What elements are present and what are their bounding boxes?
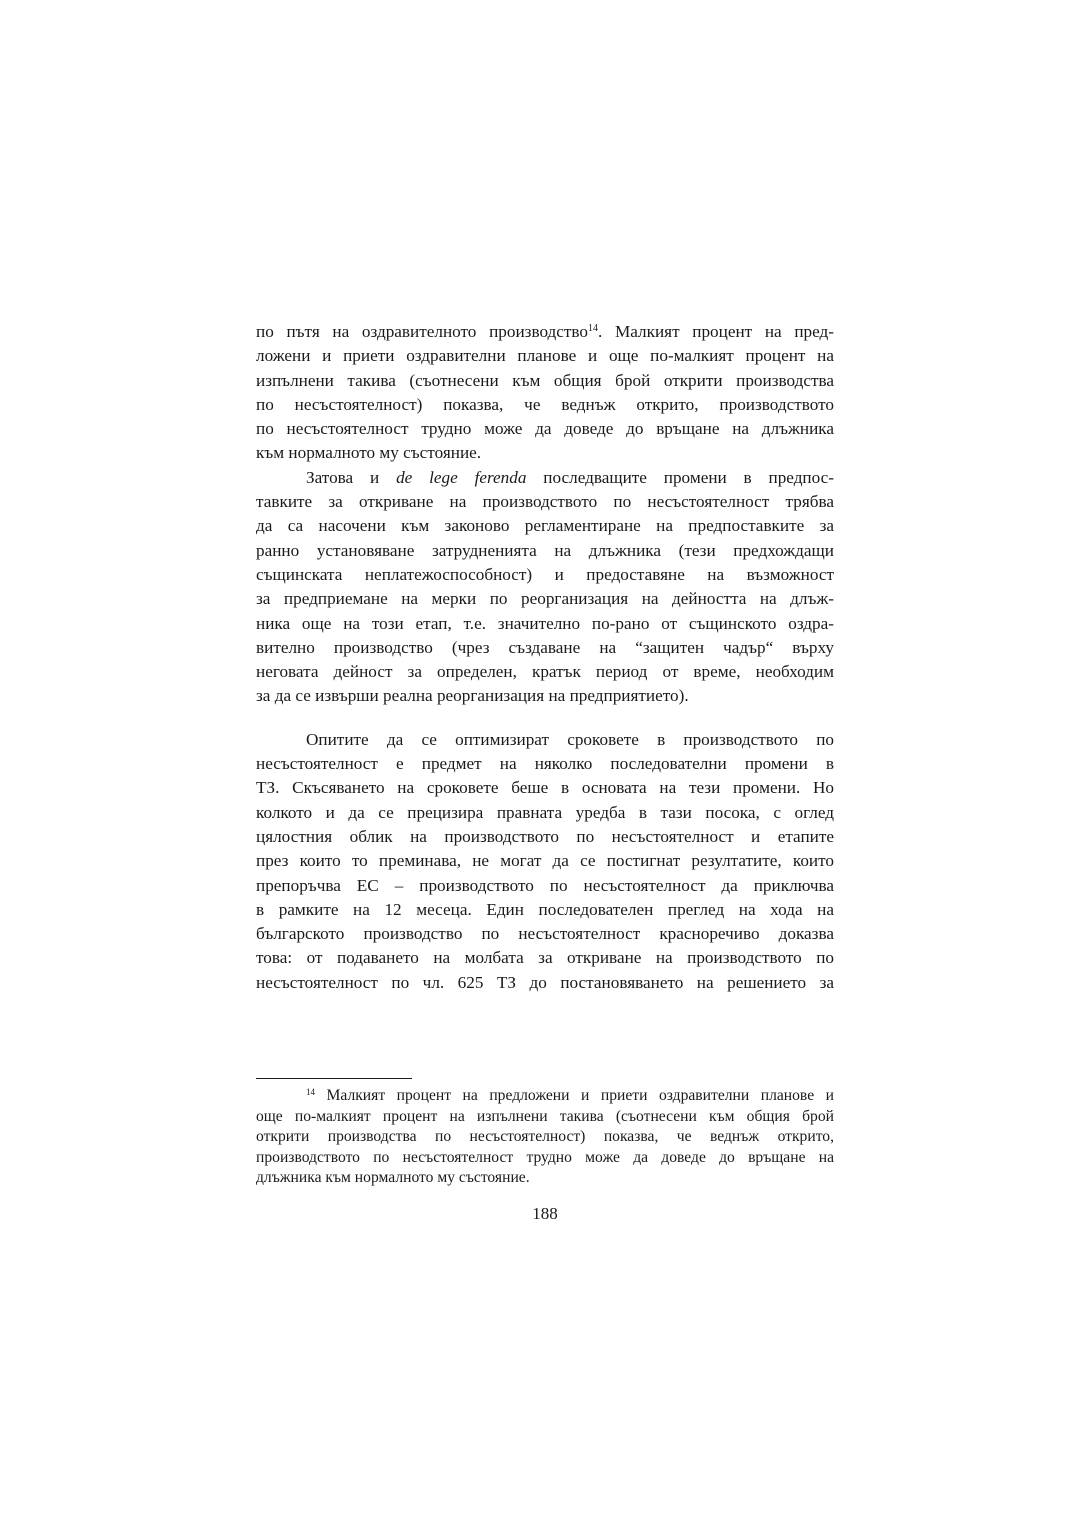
text-line: ложени и приети оздравителни планове и още по-малкият процент на [256,346,834,366]
footnote-marker: 14 [306,1087,315,1097]
text-line: несъстоятелност е предмет на няколко последователни промени в [256,754,834,774]
text-line: да са насочени към законово регламентиране на предпоставките за [256,516,834,536]
text-span: Затова и [306,467,397,487]
footnote-line: длъжника към нормалното му състояние. [256,1169,530,1186]
paragraph-2 [256,466,834,709]
text-line: Опитите да се оптимизират сроковете в производството по [306,729,834,749]
footnote-line: още по-малкият процент на изпълнени такива (съотнесени към общия брой [256,1107,834,1125]
text-line: изпълнени такива (съотнесени към общия брой открити производства [256,370,834,390]
text-line: по несъстоятелност) показва, че веднъж открито, производството [256,394,834,414]
text-line: същинската неплатежоспособност) и предоставяне на възможност [256,564,834,584]
text-line: в рамките на 12 месеца. Един последователен преглед на хода на [256,899,834,919]
text-span: последващите промени в предпос- [526,467,835,487]
text-line: колкото и да се прецизира правната уредба в тази посока, с оглед [256,802,834,822]
text-line: за предприемане на мерки по реорганизация на дейността на длъж- [256,589,834,609]
paragraph-1 [256,320,834,466]
latin-term: de lege ferenda [396,467,527,487]
text-span: по пътя на оздравителното производство [256,322,589,341]
text-line: препоръчва ЕС – производството по несъстоятелност да приключва [256,875,834,895]
text-span: . Малкият процент на пред- [598,322,835,341]
text-line [256,466,834,490]
text-line: през които то преминава, не могат да се постигнат резултатите, които [256,851,834,871]
text-line: неговата дейност за определен, кратък период от време, необходим [256,662,834,682]
text-line: това: от подаването на молбата за откриване на производството по [256,948,834,968]
text-line: ранно установяване затрудненията на длъжника (тези предхождащи [256,540,834,560]
text-line: несъстоятелност по чл. 625 ТЗ до постановяването на решението за [256,972,834,992]
page-number: 188 [532,1204,558,1223]
text-line: ТЗ. Скъсяването на сроковете беше в основата на тези промени. Но [256,778,834,798]
footnote-divider [256,1078,412,1079]
main-text [256,320,834,995]
text-span: Малкият процент на предложени и приети оздравителни планове и [315,1087,834,1104]
text-line: българското производство по несъстоятелност красноречиво доказва [256,924,834,944]
paragraph-3 [256,728,834,995]
text-line: ника още на този етап, т.е. значително по-рано от същинското оздра- [256,613,834,633]
footnote-line: производството по несъстоятелност трудно може да доведе до връщане на [256,1148,834,1166]
text-line: за да се извърши реална реорганизация на предприятието). [256,686,689,706]
text-line: вително производство (чрез създаване на “защитен чадър“ върху [256,637,834,657]
text-line: по несъстоятелност трудно може да доведе до връщане на длъжника [256,419,834,439]
text-line: тавките за откриване на производството по несъстоятелност трябва [256,492,834,512]
text-line: цялостния облик на производството по несъстоятелност и етапите [256,826,834,846]
footnote [256,1086,834,1189]
footnote-line [256,1086,834,1107]
text-line: към нормалното му състояние. [256,443,482,463]
footnote-line: открити производства по несъстоятелност) показва, че веднъж открито, [256,1128,834,1145]
footnote-ref[interactable]: 14 [588,323,599,334]
text-line [256,320,834,344]
